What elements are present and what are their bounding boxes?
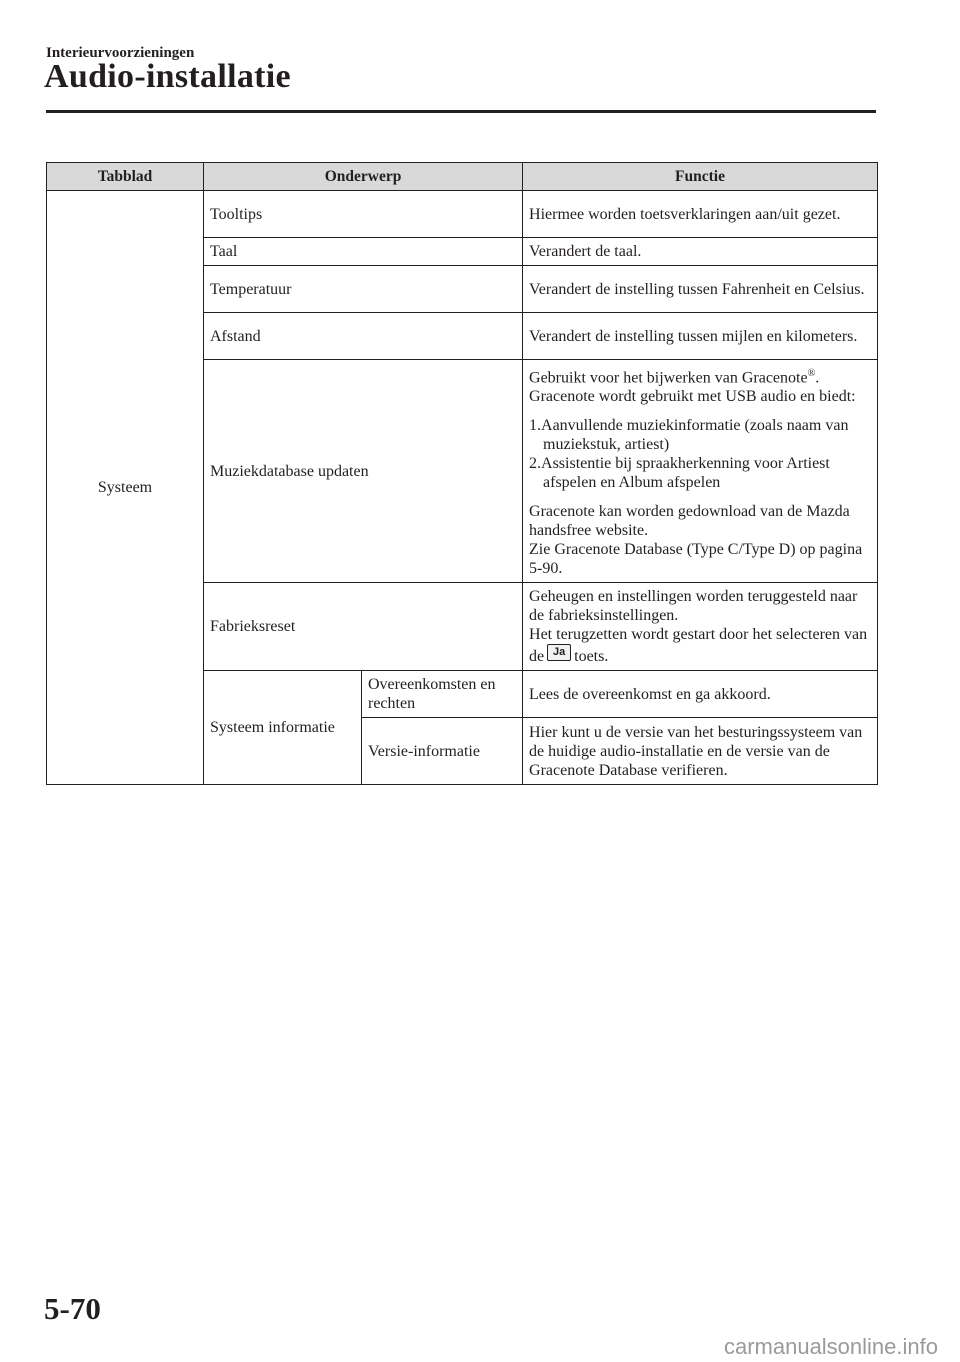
table-header-row (47, 163, 878, 191)
topic-cell: Tooltips (204, 191, 523, 238)
muziek-outro (529, 502, 871, 578)
muziek-intro2: Gracenote wordt gebruikt met USB audio en biedt: (529, 388, 856, 406)
function-cell: Verandert de instelling tussen Fahrenheit en Celsius. (523, 266, 878, 313)
registered-mark: ® (807, 368, 816, 379)
function-cell: Hier kunt u de versie van het besturingssysteem van de huidige audio-installatie en de versie van de Gracenote Database verifieren. (523, 718, 878, 785)
fabrieksreset-instruction-end: toets. (574, 648, 609, 666)
function-cell-fabrieksreset (523, 583, 878, 671)
function-cell: Verandert de instelling tussen mijlen en kilometers. (523, 313, 878, 360)
topic-cell: Fabrieksreset (204, 583, 523, 671)
ja-button-icon: Ja (547, 644, 571, 661)
watermark: carmanualsonline.info (723, 1334, 938, 1359)
muziek-feature-list (529, 416, 871, 492)
column-header-tabblad: Tabblad (47, 163, 204, 191)
function-cell: Lees de overeenkomst en ga akkoord. (523, 671, 878, 718)
subtopic-cell: Versie-informatie (362, 718, 523, 785)
topic-cell: Afstand (204, 313, 523, 360)
column-header-onderwerp: Onderwerp (204, 163, 523, 191)
muziek-intro-end: . (815, 369, 820, 387)
fabrieksreset-instruction: Het terugzetten wordt gestart door het selecteren van de (529, 626, 868, 666)
column-header-functie: Functie (523, 163, 878, 191)
topic-cell: Muziekdatabase updaten (204, 360, 523, 583)
muziek-intro-text: Gebruikt voor het bijwerken van Gracenote (529, 369, 808, 387)
page-title: Audio-installatie (44, 58, 291, 95)
list-item: 1.Aanvullende muziekinformatie (zoals naam van muziekstuk, artiest) (529, 417, 849, 454)
subtopic-cell: Overeenkomsten en rechten (362, 671, 523, 718)
tab-cell-systeem: Systeem (47, 191, 204, 785)
page-number: 5-70 (44, 1291, 101, 1326)
topic-cell: Taal (204, 238, 523, 266)
muziek-page-reference: Zie Gracenote Database (Type C/Type D) op pagina 5-90. (529, 541, 863, 578)
table-row (47, 191, 878, 238)
section-kicker: Interieurvoorzieningen (46, 45, 195, 61)
topic-cell: Temperatuur (204, 266, 523, 313)
settings-table (46, 162, 878, 785)
function-cell-muziek (523, 360, 878, 583)
topic-cell: Systeem informatie (204, 671, 362, 785)
function-cell: Verandert de taal. (523, 238, 878, 266)
fabrieksreset-text: Geheugen en instellingen worden teruggesteld naar de fabrieksinstellingen. (529, 588, 858, 625)
list-item: 2.Assistentie bij spraakherkenning voor Artiest afspelen en Album afspelen (529, 455, 830, 492)
muziek-intro (529, 364, 871, 406)
function-cell: Hiermee worden toetsverklaringen aan/uit gezet. (523, 191, 878, 238)
muziek-outro-text: Gracenote kan worden gedownload van de Mazda handsfree website. (529, 503, 850, 540)
title-rule (46, 110, 876, 113)
